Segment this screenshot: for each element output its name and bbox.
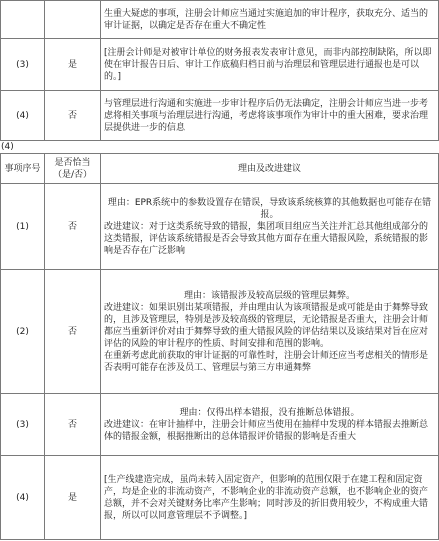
header-answer: 是否恰当（是/否） <box>45 154 101 184</box>
header-item: 事项序号 <box>1 154 45 184</box>
appropriate-answer <box>45 1 101 39</box>
item-number: (4) <box>1 456 45 540</box>
item-number: (1) <box>1 184 45 270</box>
table-header-row <box>1 154 439 184</box>
table-row <box>1 91 439 141</box>
reason-cell <box>101 270 439 394</box>
appropriate-answer: 否 <box>45 184 101 270</box>
reason-text: 生重大疑虑的事项，注册会计师应当通过实施追加的审计程序，获取充分、适当的审计证据，以确定是否存在重大不确定性 <box>101 1 439 39</box>
reason-paragraph: 理由：仅得出样本错报，没有推断总体错报。 <box>179 407 360 418</box>
header-reason: 理由及改进建议 <box>101 154 439 184</box>
appropriate-answer: 否 <box>45 91 101 141</box>
top-answer-table <box>0 0 439 141</box>
suggestion-paragraph: 改进建议：如果识别出某项错报，并由理由认为该项错报是或可能是由于舞弊导致的，且涉及管理层，特别是涉及较高级的管理层，无论错报是否重大，注册会计师都应当重新评价对由于舞弊导致的重大错报风险的评估结果以及该结果对旨在应对评估的风险的审计程序的性质、时间安排和范围的影响。 <box>104 302 429 349</box>
reason-text: 与管理层进行沟通和实施进一步审计程序后仍无法确定，注册会计师应当进一步考虑将相关事项与治理层进行沟通，考虑将该事项作为审计中的重大困难，要求治理层提供进一步的信息 <box>101 91 439 141</box>
reason-cell <box>101 184 439 270</box>
appropriate-answer: 否 <box>45 394 101 456</box>
table-row <box>1 39 439 91</box>
item-number: (3) <box>1 39 45 91</box>
table-row <box>1 456 439 540</box>
reason-paragraph: [生产线建造完成，虽尚未转入固定资产，但影响的范围仅限于在建工程和固定资产，均是企业的非流动资产，不影响企业的非流动资产总额，也不影响企业的资产总额，并不会对关键财务比率产生影响；同时涉及的折旧费用较少，不构成重大错报，所以可以同意管理层不予调整。] <box>104 474 429 521</box>
table-row <box>1 270 439 394</box>
table-row <box>1 394 439 456</box>
table-row <box>1 1 439 39</box>
reason-cell <box>101 456 439 540</box>
reason-paragraph: 理由：该错报涉及较高层级的管理层舞弊。 <box>183 290 355 301</box>
item-number: (3) <box>1 394 45 456</box>
suggestion-paragraph: 改进建议：对于这类系统导致的错报，集团项目组应当关注并汇总其他组成部分的这类错报，评估该系统错报是否会导致其他方面存在重大错报风险，系统错报的影响是否存在广泛影响 <box>104 221 429 256</box>
section-label: (4) <box>1 142 14 152</box>
item-number <box>1 1 45 39</box>
item-number: (2) <box>1 270 45 394</box>
suggestion-paragraph: 改进建议：在审计抽样中，注册会计师应当使用在抽样中发现的样本错报去推断总体的错报金额，根据推断出的总体错报评价错报的影响是否重大 <box>104 419 429 442</box>
reason-text: [注册会计师是对被审计单位的财务报表发表审计意见，而非内部控制缺陷，所以即使在审计报告日后、审计工作底稿归档日前与治理层和管理层进行通报也是可以的。] <box>101 39 439 91</box>
appropriate-answer: 否 <box>45 270 101 394</box>
suggestion-paragraph: 在重新考虑此前获取的审计证据的可靠性时，注册会计师还应当考虑相关的情形是否表明可能存在涉及员工、管理层与第三方串通舞弊 <box>104 350 429 373</box>
table-row <box>1 184 439 270</box>
item-number: (4) <box>1 91 45 141</box>
appropriate-answer: 是 <box>45 39 101 91</box>
reason-cell <box>101 394 439 456</box>
appropriate-answer: 是 <box>45 456 101 540</box>
reason-paragraph: 理由：EPR系统中的参数设置存在错误，导致该系统核算的其他数据也可能存在错报。 <box>107 197 432 220</box>
answer-table <box>0 153 439 540</box>
